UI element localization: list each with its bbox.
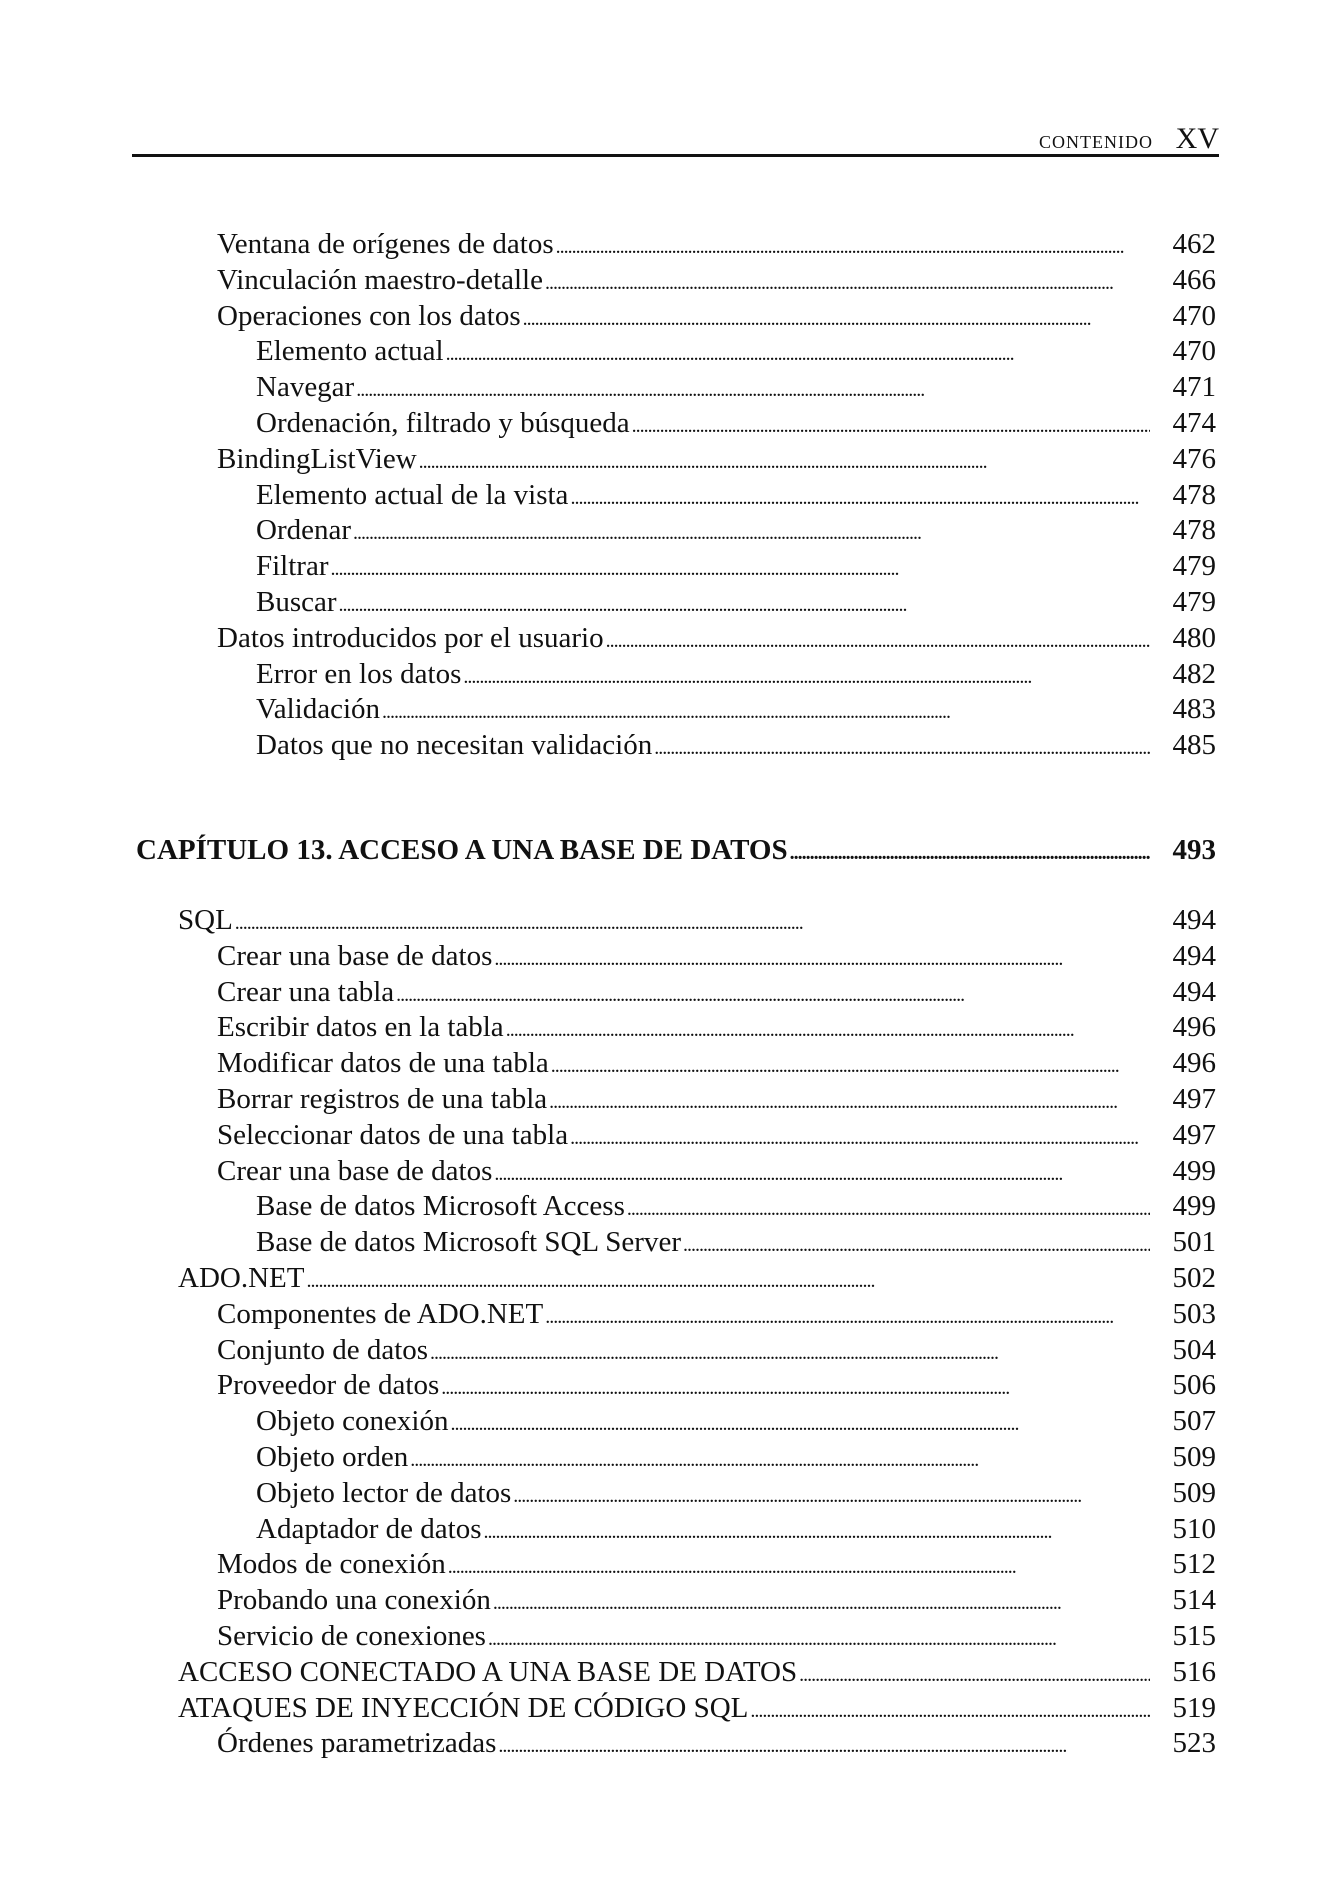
toc-entry-title: Servicio de conexiones bbox=[217, 1620, 486, 1652]
toc-entry[interactable] bbox=[256, 584, 1216, 620]
dot-leader bbox=[545, 265, 1150, 301]
toc-entry-title: CAPÍTULO 13. ACCESO A UNA BASE DE DATOS bbox=[136, 834, 788, 866]
toc-entry-page: 501 bbox=[1172, 1226, 1216, 1259]
toc-entry-page: 497 bbox=[1172, 1083, 1216, 1115]
toc-entry-title: Crear una base de datos bbox=[217, 1154, 493, 1187]
toc-entry-page: 466 bbox=[1172, 263, 1216, 296]
dot-leader bbox=[606, 623, 1150, 659]
toc-entry[interactable] bbox=[256, 1475, 1216, 1511]
toc-entry[interactable] bbox=[217, 620, 1216, 656]
toc-entry[interactable] bbox=[217, 1546, 1216, 1582]
toc-entry[interactable] bbox=[217, 262, 1216, 298]
toc-entry-page: 496 bbox=[1172, 1011, 1216, 1044]
dot-leader bbox=[632, 408, 1150, 444]
toc-entry-page: 519 bbox=[1172, 1691, 1216, 1724]
toc-entry-page: 478 bbox=[1172, 478, 1216, 511]
toc-entry-page: 512 bbox=[1172, 1548, 1216, 1581]
toc-entry-page: 494 bbox=[1172, 975, 1216, 1008]
toc-entry-page: 485 bbox=[1172, 729, 1216, 762]
toc-entry-page: 509 bbox=[1172, 1441, 1216, 1473]
toc-entry-page: 509 bbox=[1172, 1476, 1216, 1509]
toc-entry-title: Crear una base de datos bbox=[217, 939, 493, 972]
dot-leader bbox=[450, 1406, 1150, 1442]
toc-entry[interactable] bbox=[256, 1403, 1216, 1439]
dot-leader bbox=[683, 1227, 1150, 1263]
toc-entry[interactable] bbox=[256, 727, 1216, 763]
toc-entry-title: Ordenación, filtrado y búsqueda bbox=[256, 407, 630, 439]
dot-leader bbox=[331, 551, 1151, 587]
dot-leader bbox=[235, 905, 1150, 941]
toc-entry-page: 504 bbox=[1172, 1333, 1216, 1366]
dot-leader bbox=[356, 372, 1150, 408]
toc-entry-title: Validación bbox=[256, 693, 381, 726]
toc-entry[interactable] bbox=[256, 333, 1216, 369]
toc-entry-title: Elemento actual de la vista bbox=[256, 478, 569, 511]
toc-entry-title: Elemento actual bbox=[256, 335, 444, 368]
toc-entry-title: Borrar registros de una tabla bbox=[217, 1083, 548, 1115]
toc-entry-title: Error en los datos bbox=[256, 657, 462, 690]
dot-leader bbox=[799, 1657, 1150, 1693]
toc-entry[interactable] bbox=[217, 1117, 1216, 1153]
dot-leader bbox=[396, 977, 1150, 1013]
toc-entry[interactable] bbox=[256, 1224, 1216, 1260]
chapter-heading[interactable] bbox=[136, 832, 1216, 868]
toc-entry-page: 482 bbox=[1172, 657, 1216, 690]
toc-entry-title: Ordenar bbox=[256, 514, 352, 547]
dot-leader bbox=[463, 659, 1150, 695]
toc-entry-page: 479 bbox=[1172, 586, 1216, 618]
dot-leader bbox=[506, 1012, 1150, 1048]
toc-entry[interactable] bbox=[217, 974, 1216, 1010]
dot-leader bbox=[545, 1299, 1150, 1335]
toc-entry-title: ADO.NET bbox=[178, 1262, 305, 1294]
toc-entry[interactable] bbox=[178, 902, 1216, 938]
toc-entry[interactable] bbox=[256, 477, 1216, 513]
toc-entry-title: Conjunto de datos bbox=[217, 1333, 429, 1366]
toc-entry[interactable] bbox=[217, 1296, 1216, 1332]
toc-entry[interactable] bbox=[256, 1188, 1216, 1224]
toc-entry[interactable] bbox=[217, 1045, 1216, 1081]
toc-entry-title: Crear una tabla bbox=[217, 975, 395, 1008]
toc-entry-page: 493 bbox=[1172, 834, 1216, 866]
toc-entry-page: 479 bbox=[1172, 550, 1216, 583]
dot-leader bbox=[493, 1585, 1150, 1621]
toc-entry[interactable] bbox=[217, 1081, 1216, 1117]
toc-entry-title: Datos introducidos por el usuario bbox=[217, 621, 604, 654]
toc-entry-page: 510 bbox=[1172, 1512, 1216, 1545]
dot-leader bbox=[627, 1191, 1150, 1227]
dot-leader bbox=[498, 1728, 1150, 1764]
toc-entry[interactable] bbox=[178, 1260, 1216, 1296]
toc-entry-title: BindingListView bbox=[217, 442, 417, 475]
toc-entry[interactable] bbox=[256, 1439, 1216, 1475]
toc-entry-title: Base de datos Microsoft SQL Server bbox=[256, 1226, 681, 1259]
toc-entry[interactable] bbox=[256, 405, 1216, 441]
dot-leader bbox=[790, 835, 1150, 871]
toc-entry[interactable] bbox=[217, 1367, 1216, 1403]
toc-entry-page: 471 bbox=[1172, 371, 1216, 404]
toc-entry-page: 514 bbox=[1172, 1584, 1216, 1617]
toc-entry-page: 483 bbox=[1172, 693, 1216, 726]
dot-leader bbox=[306, 1263, 1150, 1299]
toc-entry-page: 480 bbox=[1172, 621, 1216, 654]
toc-entry-title: Datos que no necesitan validación bbox=[256, 729, 653, 762]
toc-entry[interactable] bbox=[217, 441, 1216, 477]
toc-entry-page: 515 bbox=[1172, 1620, 1216, 1652]
toc-entry-title: Proveedor de datos bbox=[217, 1369, 440, 1402]
toc-entry-title: Operaciones con los datos bbox=[217, 299, 521, 332]
toc-entry[interactable] bbox=[256, 548, 1216, 584]
toc-entry-title: Ventana de orígenes de datos bbox=[217, 228, 554, 260]
dot-leader bbox=[551, 1048, 1150, 1084]
toc-entry-title: Modificar datos de una tabla bbox=[217, 1047, 549, 1080]
dot-leader bbox=[339, 587, 1150, 623]
toc-entry-title: Vinculación maestro-detalle bbox=[217, 263, 543, 296]
toc-entry-title: Adaptador de datos bbox=[256, 1512, 482, 1545]
dot-leader bbox=[523, 301, 1150, 337]
dot-leader bbox=[448, 1549, 1150, 1585]
dot-leader bbox=[382, 694, 1150, 730]
toc-entry[interactable] bbox=[178, 1690, 1216, 1726]
toc-entry-title: SQL bbox=[178, 904, 233, 936]
dot-leader bbox=[654, 730, 1150, 766]
toc-entry-title: Filtrar bbox=[256, 550, 329, 583]
dot-leader bbox=[353, 515, 1150, 551]
toc-entry[interactable] bbox=[217, 1582, 1216, 1618]
toc-entry-page: 478 bbox=[1172, 514, 1216, 547]
toc-entry[interactable] bbox=[256, 1511, 1216, 1547]
toc-entry-page: 470 bbox=[1172, 335, 1216, 368]
toc-entry-page: 499 bbox=[1172, 1154, 1216, 1187]
toc-entry-page: 496 bbox=[1172, 1047, 1216, 1080]
toc-entry-page: 474 bbox=[1172, 407, 1216, 439]
toc-entry-page: 499 bbox=[1172, 1190, 1216, 1223]
dot-leader bbox=[513, 1478, 1150, 1514]
dot-leader bbox=[750, 1693, 1150, 1729]
toc-entry-page: 494 bbox=[1172, 939, 1216, 972]
toc-entry-title: Modos de conexión bbox=[217, 1548, 446, 1581]
toc-entry[interactable] bbox=[217, 1009, 1216, 1045]
toc-entry[interactable] bbox=[217, 938, 1216, 974]
toc-entry-title: Órdenes parametrizadas bbox=[217, 1727, 497, 1760]
toc-entry-title: Objeto lector de datos bbox=[256, 1476, 512, 1509]
dot-leader bbox=[430, 1335, 1150, 1371]
toc-entry-page: 494 bbox=[1172, 904, 1216, 936]
toc-entry-title: Buscar bbox=[256, 586, 337, 618]
toc-entry-page: 507 bbox=[1172, 1405, 1216, 1438]
dot-leader bbox=[419, 444, 1150, 480]
toc-entry-title: ATAQUES DE INYECCIÓN DE CÓDIGO SQL bbox=[178, 1691, 749, 1724]
section-label: CONTENIDO bbox=[1039, 132, 1153, 152]
toc-entry[interactable] bbox=[217, 1153, 1216, 1189]
toc-entry-title: Componentes de ADO.NET bbox=[217, 1297, 544, 1330]
page-number: XV bbox=[1175, 122, 1219, 155]
dot-leader bbox=[484, 1514, 1151, 1550]
toc-entry[interactable] bbox=[256, 369, 1216, 405]
dot-leader bbox=[556, 229, 1150, 265]
toc-entry-title: Seleccionar datos de una tabla bbox=[217, 1118, 569, 1151]
dot-leader bbox=[570, 480, 1150, 516]
dot-leader bbox=[549, 1084, 1150, 1120]
toc-entry-page: 503 bbox=[1172, 1297, 1216, 1330]
dot-leader bbox=[410, 1442, 1150, 1478]
toc-entry-page: 502 bbox=[1172, 1262, 1216, 1294]
toc-entry[interactable] bbox=[217, 226, 1216, 262]
toc-entry-page: 476 bbox=[1172, 442, 1216, 475]
toc-entry-title: Probando una conexión bbox=[217, 1584, 491, 1617]
toc-entry-page: 470 bbox=[1172, 299, 1216, 332]
toc-entry[interactable] bbox=[256, 512, 1216, 548]
running-head bbox=[132, 122, 1219, 157]
toc-entry[interactable] bbox=[256, 691, 1216, 727]
toc-entry[interactable] bbox=[217, 1618, 1216, 1654]
toc-entry-title: Escribir datos en la tabla bbox=[217, 1011, 504, 1044]
dot-leader bbox=[570, 1120, 1150, 1156]
dot-leader bbox=[494, 941, 1150, 977]
toc-entry[interactable] bbox=[178, 1654, 1216, 1690]
toc-entry-title: Base de datos Microsoft Access bbox=[256, 1190, 625, 1223]
dot-leader bbox=[488, 1621, 1150, 1657]
toc-entry-page: 523 bbox=[1172, 1727, 1216, 1760]
toc-entry-page: 516 bbox=[1172, 1655, 1216, 1688]
toc-entry[interactable] bbox=[217, 1725, 1216, 1761]
dot-leader bbox=[441, 1370, 1150, 1406]
toc-entry-title: Objeto orden bbox=[256, 1441, 409, 1473]
toc-entry-page: 462 bbox=[1172, 228, 1216, 260]
toc-entry-page: 497 bbox=[1172, 1118, 1216, 1151]
toc-entry-title: Objeto conexión bbox=[256, 1405, 449, 1438]
toc-entry[interactable] bbox=[217, 1332, 1216, 1368]
toc-entry[interactable] bbox=[217, 298, 1216, 334]
dot-leader bbox=[494, 1156, 1150, 1192]
toc-entry[interactable] bbox=[256, 656, 1216, 692]
toc-entry-title: ACCESO CONECTADO A UNA BASE DE DATOS bbox=[178, 1655, 798, 1688]
toc-entry-title: Navegar bbox=[256, 371, 355, 404]
dot-leader bbox=[446, 336, 1150, 372]
toc-entry-page: 506 bbox=[1172, 1369, 1216, 1402]
